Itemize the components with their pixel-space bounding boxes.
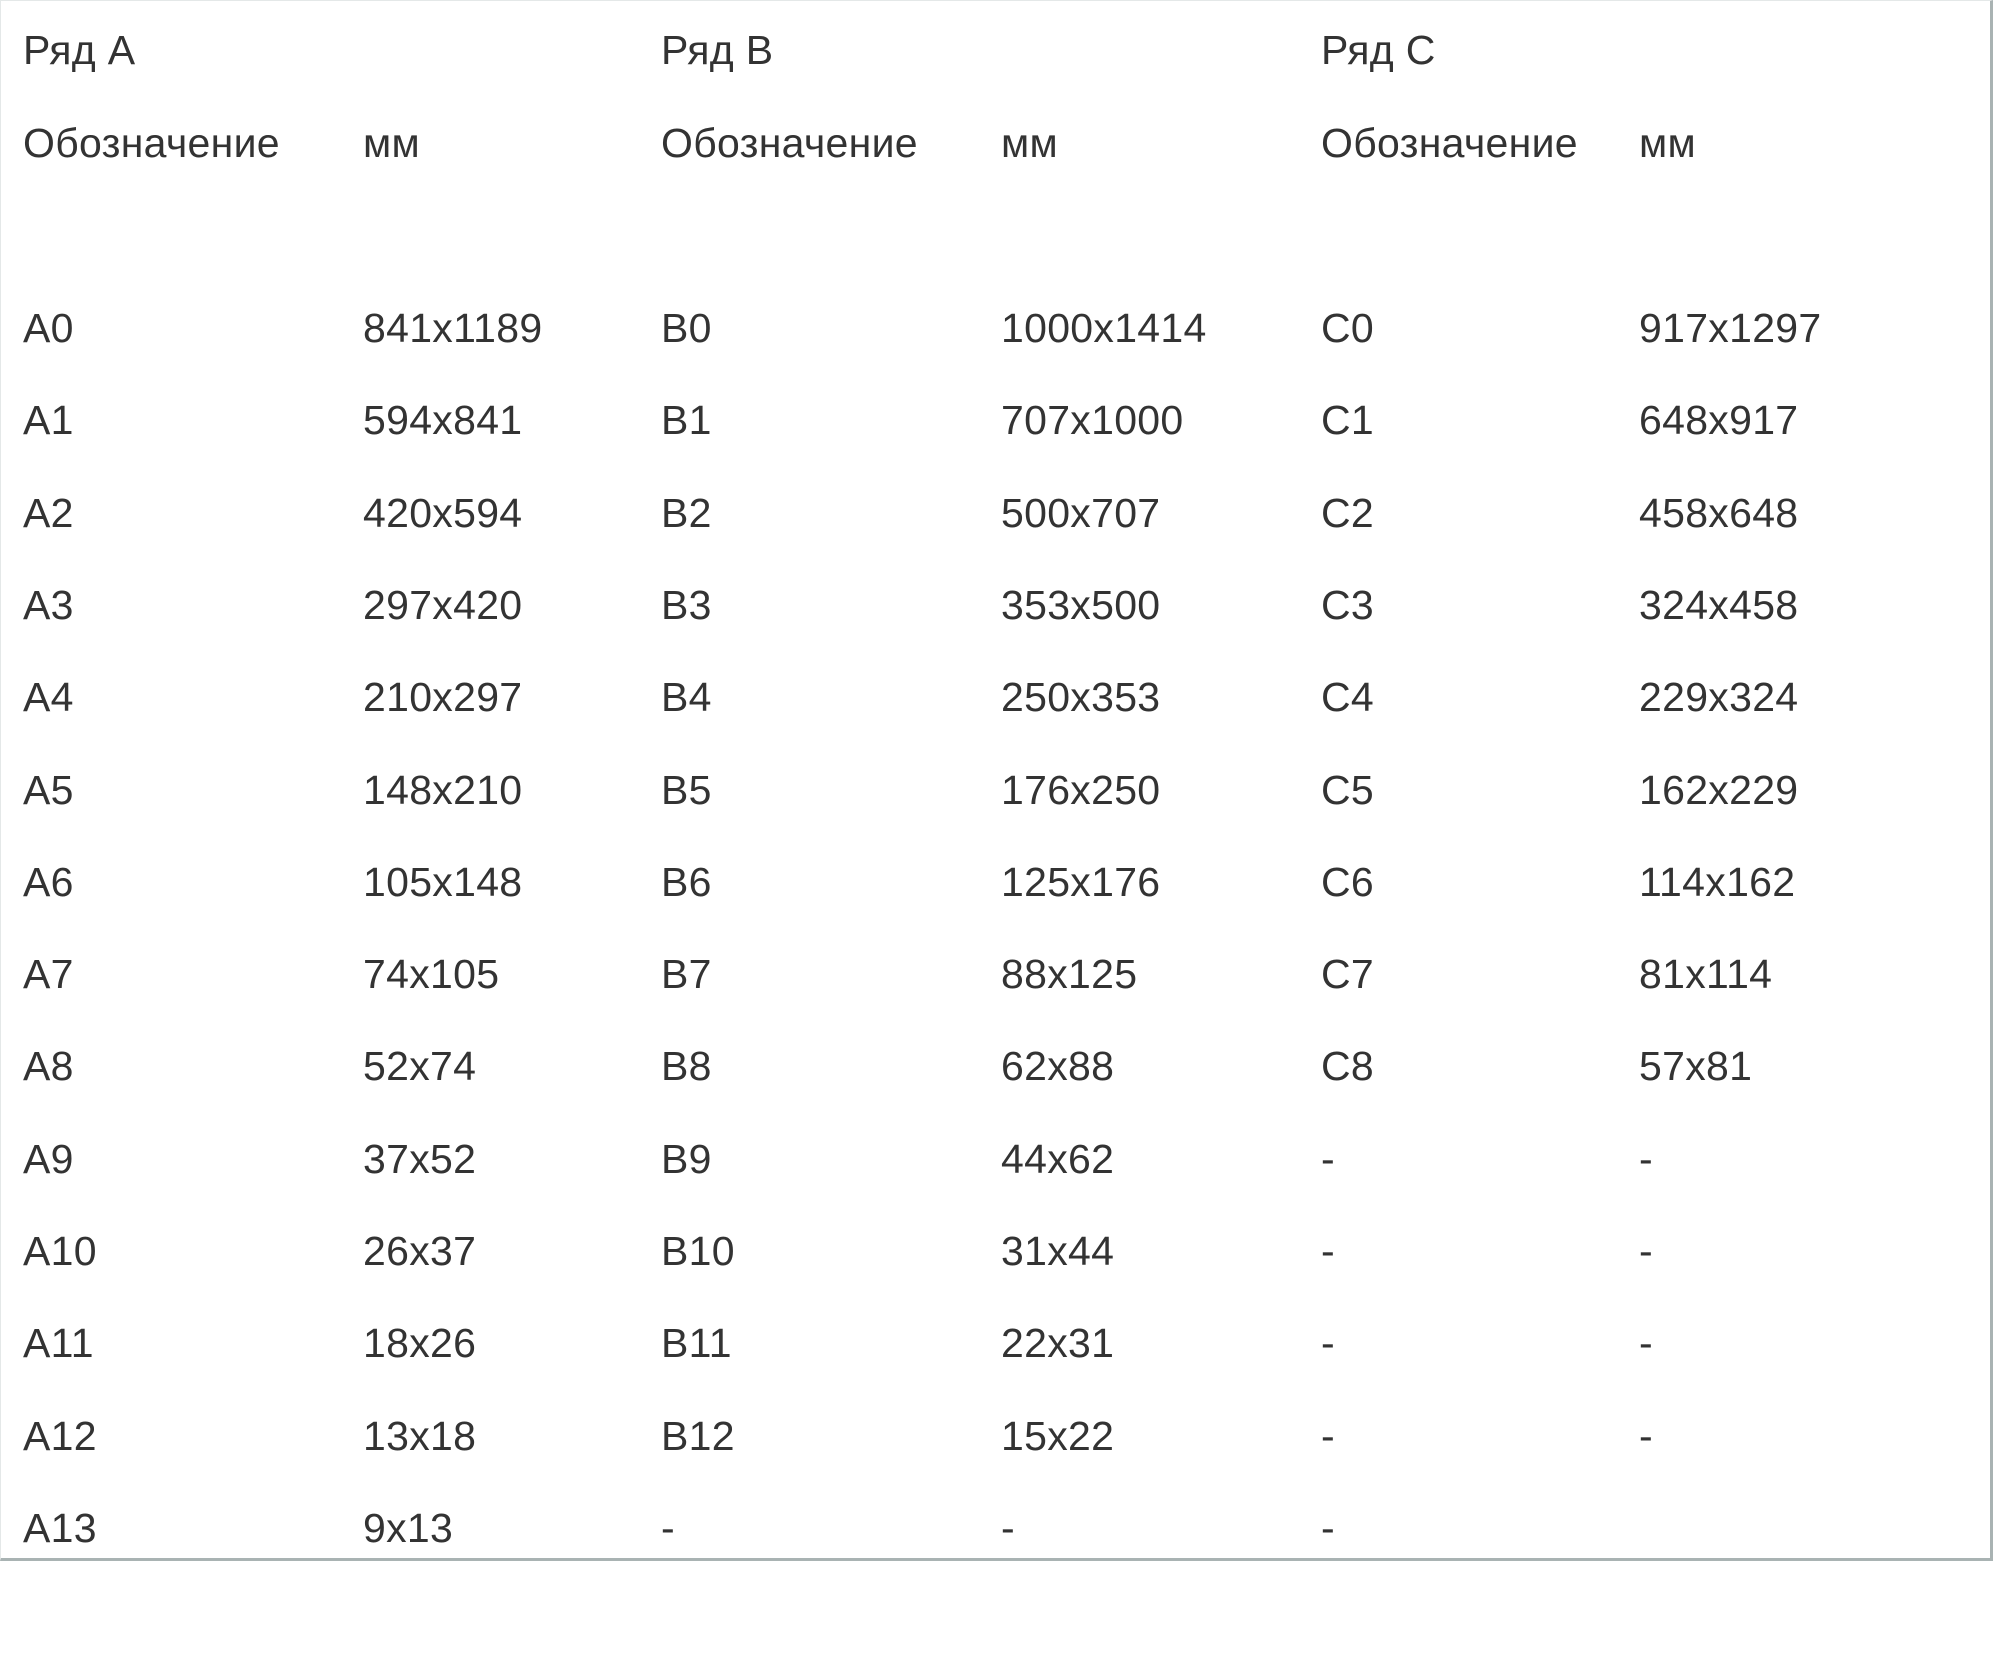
series-header-a: Ряд A <box>23 27 136 73</box>
table-cell-designation: - <box>1321 1505 1335 1551</box>
table-cell-size: - <box>1639 1320 1653 1366</box>
table-cell-designation: A7 <box>23 951 74 997</box>
table-cell-designation: C0 <box>1321 305 1375 351</box>
table-cell-size: 31x44 <box>1001 1228 1115 1274</box>
column-header-mm: мм <box>363 120 420 166</box>
table-cell-size: 500x707 <box>1001 490 1161 536</box>
table-cell-size: 81x114 <box>1639 951 1773 997</box>
table-cell-designation: B6 <box>661 859 712 905</box>
table-cell-designation: A3 <box>23 582 74 628</box>
table-cell-designation: A13 <box>23 1505 97 1551</box>
table-cell-size: - <box>1639 1228 1653 1274</box>
column-header-designation: Обозначение <box>23 120 280 166</box>
table-cell-size: 74x105 <box>363 951 500 997</box>
table-cell-designation: B12 <box>661 1413 735 1459</box>
table-cell-size: 229x324 <box>1639 674 1799 720</box>
table-cell-size: 37x52 <box>363 1136 477 1182</box>
table-cell-designation: B0 <box>661 305 712 351</box>
table-cell-designation: B7 <box>661 951 712 997</box>
table-cell-size: 353x500 <box>1001 582 1161 628</box>
table-cell-designation: B3 <box>661 582 712 628</box>
table-cell-designation: - <box>661 1505 675 1551</box>
table-cell-designation: C5 <box>1321 767 1375 813</box>
table-cell-designation: - <box>1321 1136 1335 1182</box>
table-cell-designation: A10 <box>23 1228 97 1274</box>
table-cell-designation: A2 <box>23 490 74 536</box>
table-cell-designation: B4 <box>661 674 712 720</box>
table-cell-designation: - <box>1321 1413 1335 1459</box>
table-cell-designation: C7 <box>1321 951 1375 997</box>
table-cell-size: 420x594 <box>363 490 523 536</box>
table-cell-designation: A12 <box>23 1413 97 1459</box>
table-cell-size: 105x148 <box>363 859 523 905</box>
series-header-b: Ряд B <box>661 27 774 73</box>
table-cell-designation: A9 <box>23 1136 74 1182</box>
table-cell-designation: A5 <box>23 767 74 813</box>
table-cell-designation: B8 <box>661 1043 712 1089</box>
table-cell-size: 44x62 <box>1001 1136 1115 1182</box>
table-cell-size: 88x125 <box>1001 951 1138 997</box>
column-header-mm: мм <box>1639 120 1696 166</box>
table-cell-size: 9x13 <box>363 1505 454 1551</box>
table-cell-size: 22x31 <box>1001 1320 1115 1366</box>
table-cell-designation: - <box>1321 1320 1335 1366</box>
table-cell-designation: C2 <box>1321 490 1375 536</box>
table-cell-size: 324x458 <box>1639 582 1799 628</box>
table-cell-size: 210x297 <box>363 674 523 720</box>
table-cell-size: 458x648 <box>1639 490 1799 536</box>
table-cell-size: 125x176 <box>1001 859 1161 905</box>
table-cell-size: 648x917 <box>1639 397 1799 443</box>
table-cell-size: - <box>1001 1505 1015 1551</box>
column-header-mm: мм <box>1001 120 1058 166</box>
table-cell-designation: A11 <box>23 1320 94 1366</box>
series-header-c: Ряд C <box>1321 27 1436 73</box>
table-cell-designation: A8 <box>23 1043 74 1089</box>
table-cell-size: 162x229 <box>1639 767 1799 813</box>
table-cell-size: 57x81 <box>1639 1043 1753 1089</box>
table-cell-designation: - <box>1321 1228 1335 1274</box>
table-cell-designation: A0 <box>23 305 74 351</box>
table-cell-size: 250x353 <box>1001 674 1161 720</box>
table-cell-designation: C3 <box>1321 582 1375 628</box>
table-cell-size: 297x420 <box>363 582 523 628</box>
table-cell-size: 62x88 <box>1001 1043 1115 1089</box>
table-cell-designation: A4 <box>23 674 74 720</box>
table-cell-size: 18x26 <box>363 1320 477 1366</box>
table-cell-designation: A1 <box>23 397 74 443</box>
table-cell-size: 917x1297 <box>1639 305 1822 351</box>
table-cell-size: 841x1189 <box>363 305 543 351</box>
column-header-designation: Обозначение <box>661 120 918 166</box>
table-cell-size: 15x22 <box>1001 1413 1115 1459</box>
table-cell-size: 26x37 <box>363 1228 477 1274</box>
table-cell-size: 13x18 <box>363 1413 477 1459</box>
table-cell-size: 594x841 <box>363 397 523 443</box>
table-cell-designation: B1 <box>661 397 712 443</box>
table-cell-size: 114x162 <box>1639 859 1796 905</box>
table-cell-size: - <box>1639 1136 1653 1182</box>
table-cell-size: 52x74 <box>363 1043 477 1089</box>
table-cell-designation: C8 <box>1321 1043 1375 1089</box>
table-cell-size: 1000x1414 <box>1001 305 1207 351</box>
table-cell-size: 707x1000 <box>1001 397 1184 443</box>
table-cell-designation: C1 <box>1321 397 1375 443</box>
table-cell-size: 148x210 <box>363 767 523 813</box>
table-cell-size: - <box>1639 1413 1653 1459</box>
table-cell-designation: B9 <box>661 1136 712 1182</box>
table-cell-size: 176x250 <box>1001 767 1161 813</box>
table-cell-designation: C4 <box>1321 674 1375 720</box>
table-cell-designation: B2 <box>661 490 712 536</box>
table-cell-designation: B11 <box>661 1320 732 1366</box>
table-cell-designation: A6 <box>23 859 74 905</box>
table-cell-designation: B10 <box>661 1228 735 1274</box>
table-cell-designation: C6 <box>1321 859 1375 905</box>
column-header-designation: Обозначение <box>1321 120 1578 166</box>
table-cell-designation: B5 <box>661 767 712 813</box>
